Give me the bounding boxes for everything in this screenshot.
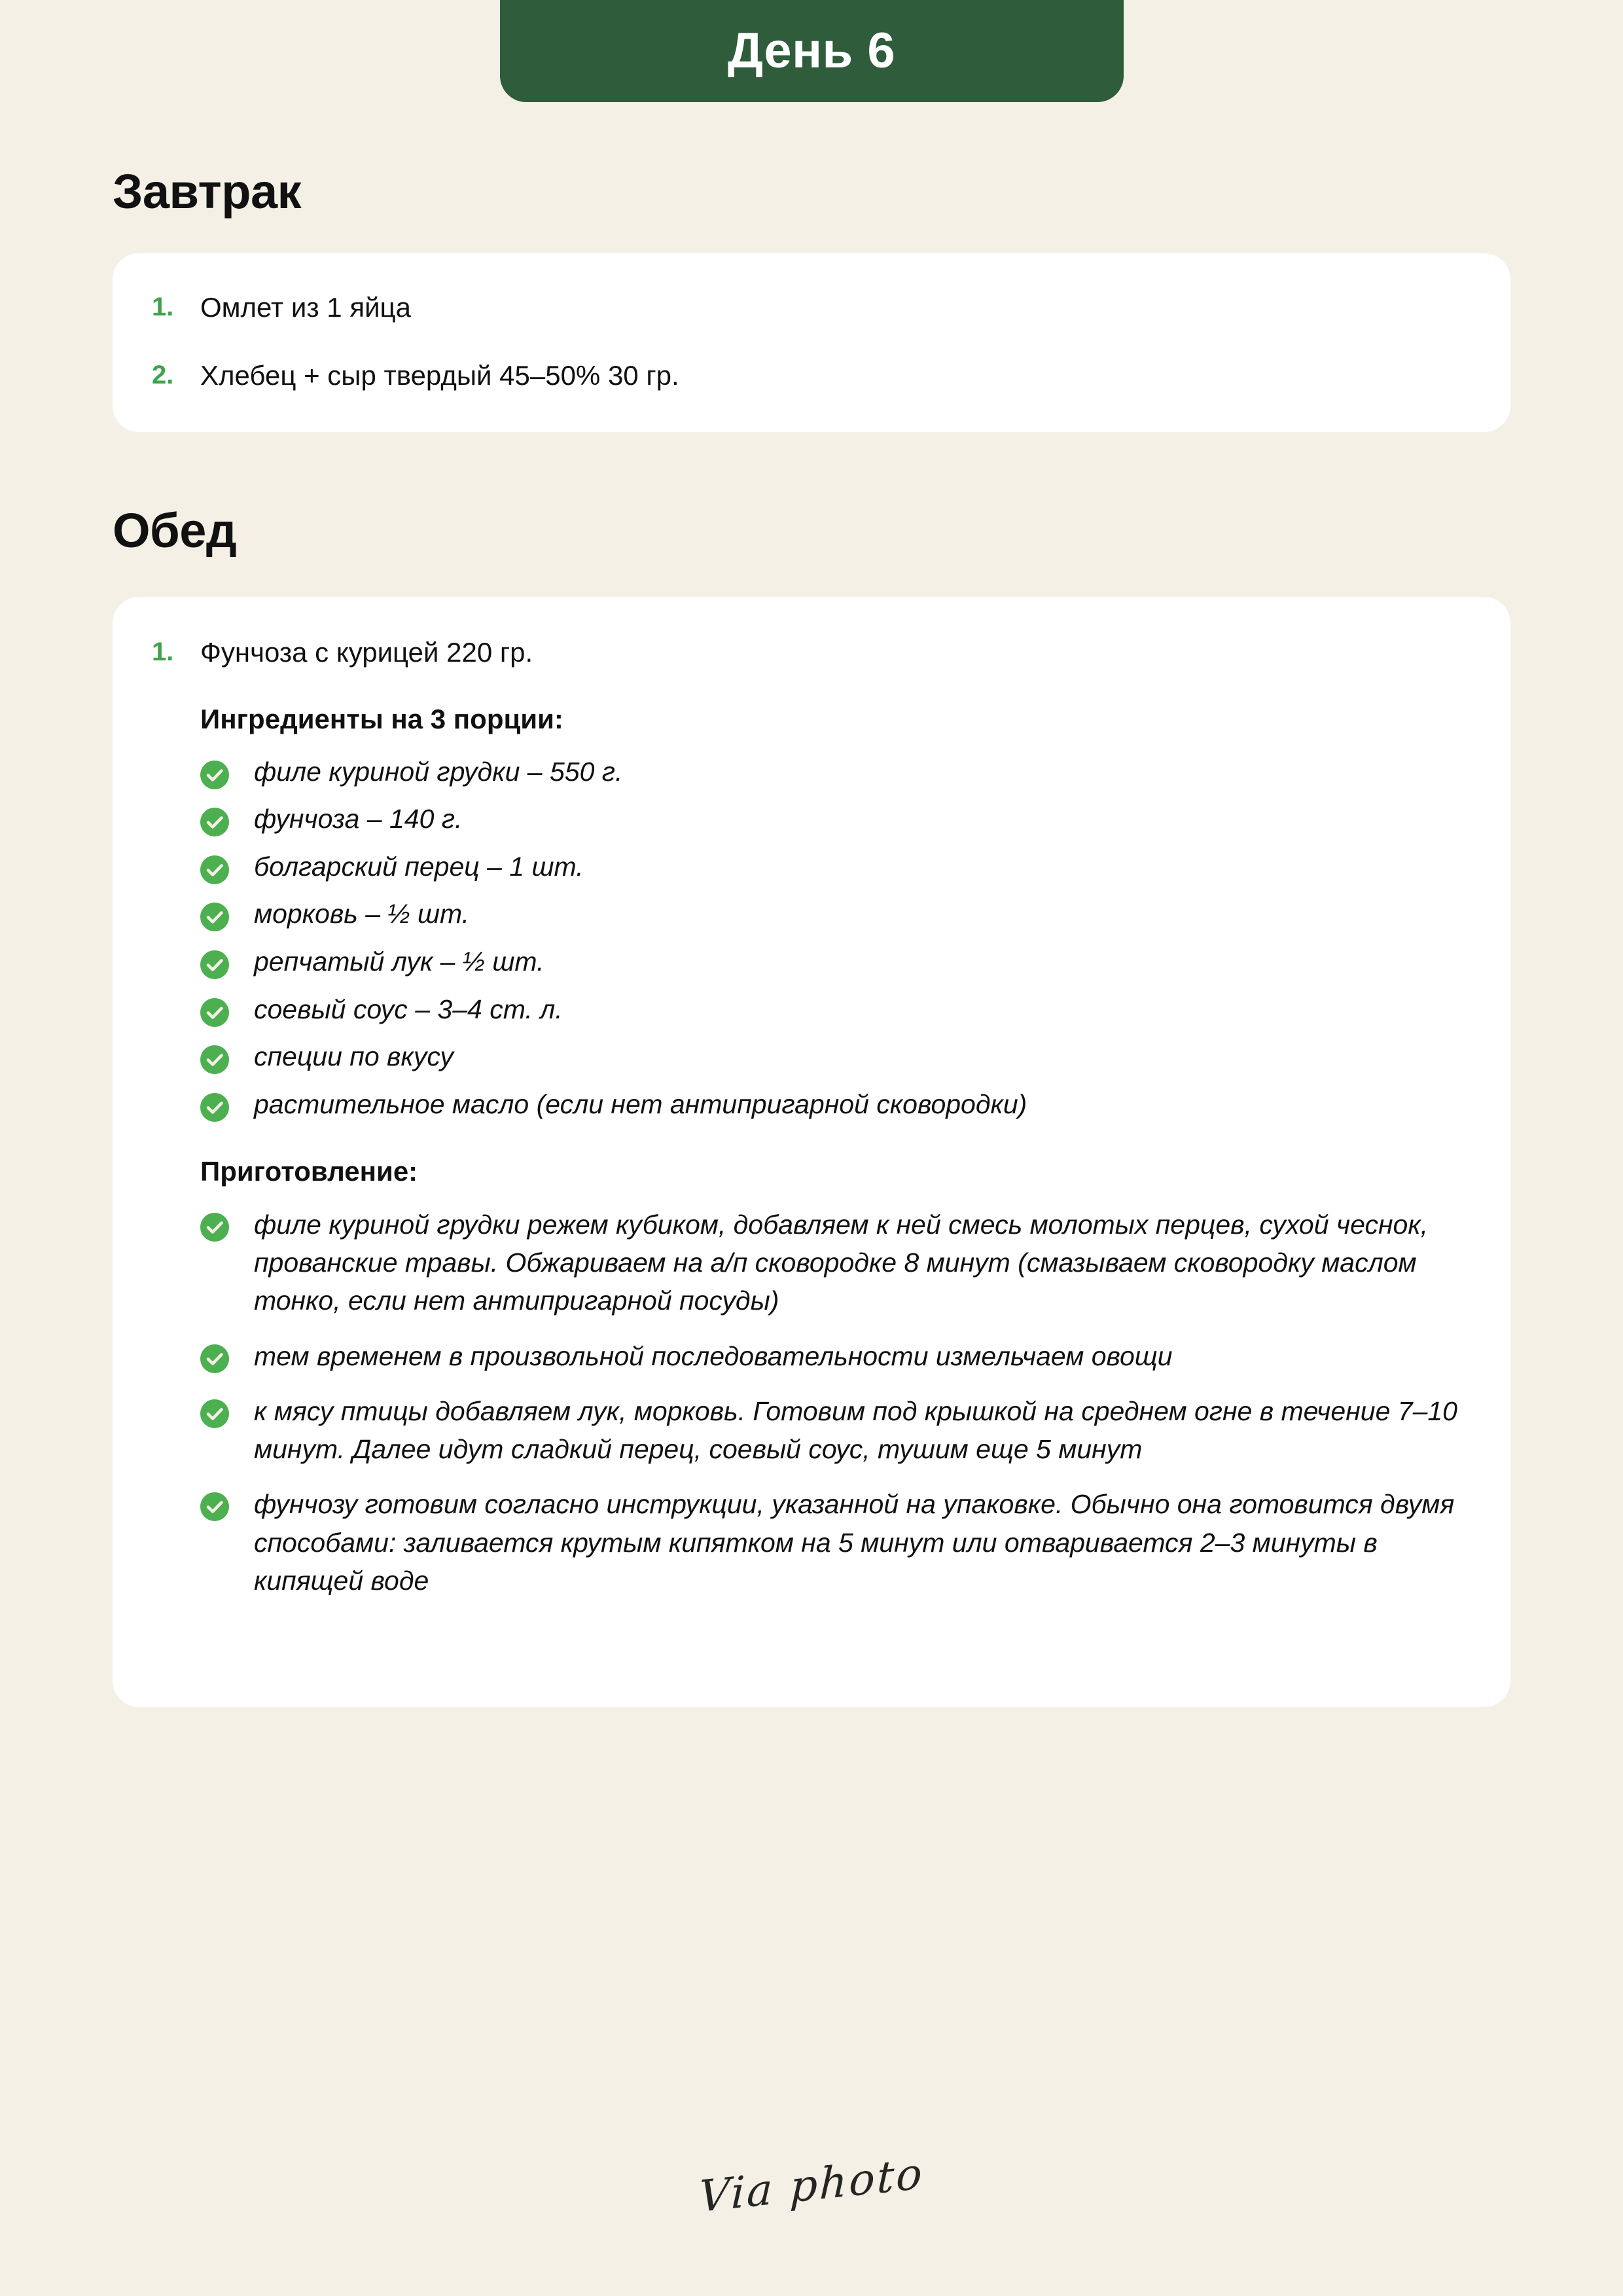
check-circle-icon bbox=[200, 855, 229, 884]
header bbox=[0, 0, 1623, 102]
watermark-signature: Via photo bbox=[698, 2147, 925, 2223]
list-item bbox=[200, 943, 1471, 980]
check-circle-icon bbox=[200, 903, 229, 931]
preparation-step-label: тем временем в произвольной последовательности измельчаем овощи bbox=[254, 1340, 1173, 1371]
day-badge bbox=[500, 0, 1124, 102]
list-item bbox=[152, 290, 1471, 326]
preparation-step-label: к мясу птицы добавляем лук, морковь. Готовим под крышкой на среднем огне в течение 7–10 минут. Далее идут сладкий перец, соевый соус, тушим еще 5 минут bbox=[254, 1395, 1457, 1465]
watermark bbox=[0, 2147, 1623, 2223]
breakfast-dish-list bbox=[152, 290, 1471, 394]
check-circle-icon bbox=[200, 950, 229, 979]
day-badge-label: День 6 bbox=[727, 23, 896, 79]
list-item bbox=[200, 1392, 1471, 1468]
dish-label: Хлебец + сыр твердый 45–50% 30 гр. bbox=[200, 360, 679, 391]
ingredient-label: специи по вкусу bbox=[254, 1041, 454, 1072]
check-circle-icon bbox=[200, 808, 229, 836]
list-item bbox=[200, 1485, 1471, 1600]
dish-label: Фунчоза с курицей 220 гр. bbox=[200, 636, 533, 668]
section-title-breakfast: Завтрак bbox=[113, 164, 302, 219]
list-item bbox=[200, 895, 1471, 933]
page-content bbox=[0, 166, 1623, 1707]
recipe-body bbox=[200, 635, 1471, 1617]
check-circle-icon bbox=[200, 1399, 229, 1428]
ingredient-label: болгарский перец – 1 шт. bbox=[254, 851, 584, 882]
preparation-list bbox=[200, 1206, 1471, 1600]
check-circle-icon bbox=[200, 761, 229, 789]
check-circle-icon bbox=[200, 998, 229, 1027]
section-title-lunch: Обед bbox=[113, 503, 237, 558]
list-item bbox=[200, 1337, 1471, 1375]
list-item bbox=[200, 991, 1471, 1028]
check-circle-icon bbox=[200, 1093, 229, 1122]
ingredient-label: филе куриной грудки – 550 г. bbox=[254, 756, 623, 787]
list-item bbox=[152, 635, 1471, 1617]
preparation-step-label: фунчозу готовим согласно инструкции, указанной на упаковке. Обычно она готовится двумя способами: заливается крутым кипятком на 5 минут или отваривается 2–3 минуты в кипящей воде bbox=[254, 1489, 1455, 1596]
dish-number: 2. bbox=[152, 361, 174, 390]
ingredient-label: репчатый лук – ½ шт. bbox=[254, 946, 544, 977]
list-item bbox=[200, 1038, 1471, 1075]
check-circle-icon bbox=[200, 1344, 229, 1373]
ingredient-label: растительное масло (если нет антипригарной сковородки) bbox=[254, 1088, 1027, 1119]
preparation-step-label: филе куриной грудки режем кубиком, добавляем к ней смесь молотых перцев, сухой чеснок, прованские травы. Обжариваем на а/п сковородке 8 минут (смазываем сковородку маслом тонко, если нет антипригарной посуды) bbox=[254, 1209, 1429, 1316]
list-item bbox=[200, 1086, 1471, 1123]
check-circle-icon bbox=[200, 1045, 229, 1074]
ingredient-label: соевый соус – 3–4 ст. л. bbox=[254, 994, 563, 1024]
ingredients-heading: Ингредиенты на 3 порции: bbox=[200, 704, 563, 735]
ingredient-label: морковь – ½ шт. bbox=[254, 899, 470, 929]
list-item bbox=[200, 800, 1471, 838]
preparation-heading: Приготовление: bbox=[200, 1156, 418, 1187]
check-circle-icon bbox=[200, 1213, 229, 1242]
dish-number: 1. bbox=[152, 292, 174, 321]
lunch-card bbox=[113, 597, 1510, 1707]
dish-number: 1. bbox=[152, 637, 174, 666]
ingredient-label: фунчоза – 140 г. bbox=[254, 804, 463, 834]
ingredients-list bbox=[200, 753, 1471, 1123]
check-circle-icon bbox=[200, 1492, 229, 1521]
list-item bbox=[200, 848, 1471, 886]
list-item bbox=[152, 358, 1471, 394]
list-item bbox=[200, 753, 1471, 791]
dish-label: Омлет из 1 яйца bbox=[200, 291, 411, 323]
breakfast-card bbox=[113, 253, 1510, 432]
list-item bbox=[200, 1206, 1471, 1320]
